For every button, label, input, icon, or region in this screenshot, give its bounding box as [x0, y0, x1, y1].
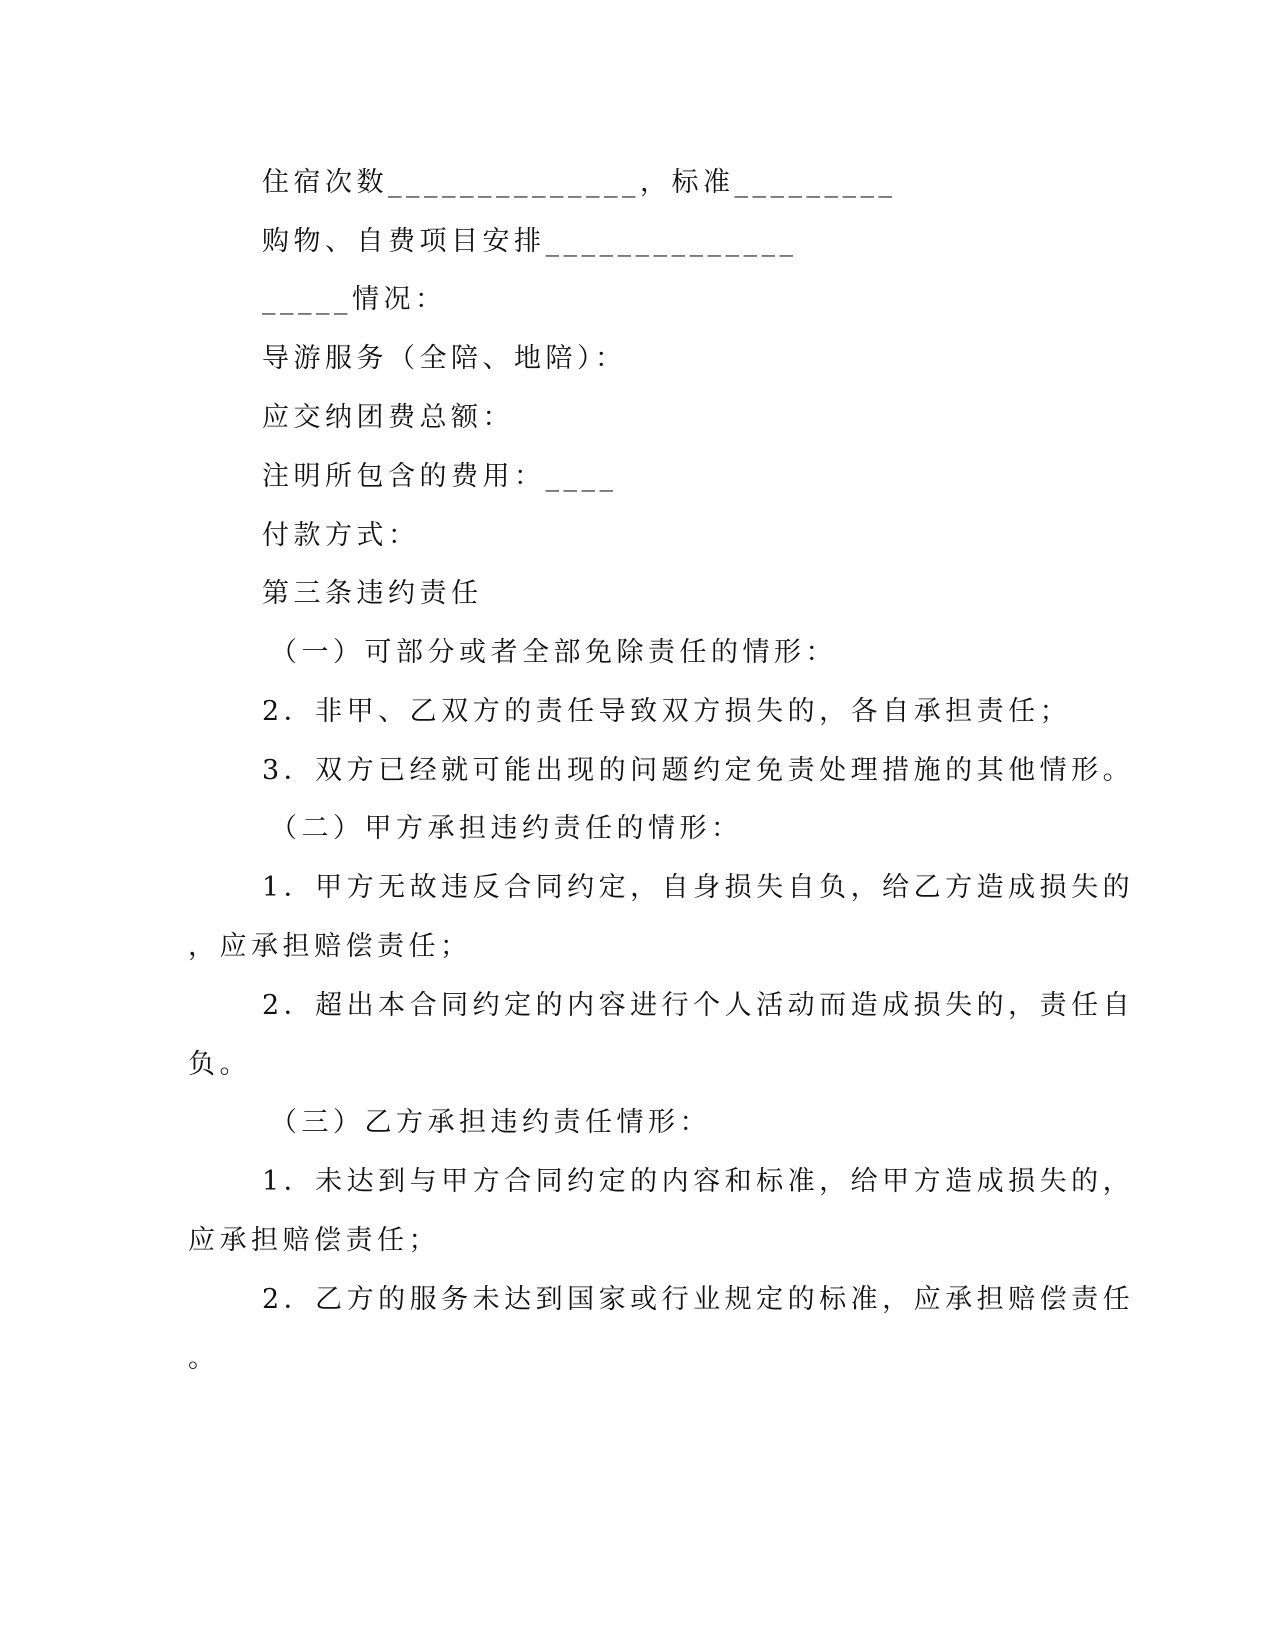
text-line-shopping: 购物、自费项目安排______________ — [262, 226, 798, 257]
text-line-included-fees: 注明所包含的费用：____ — [262, 461, 618, 492]
subsection-heading-3: （三）乙方承担违约责任情形： — [270, 1107, 711, 1138]
text-line-clause-2-1-cont: ，应承担赔偿责任； — [188, 931, 472, 962]
text-line-clause-1-2: 2．非甲、乙双方的责任导致双方损失的，各自承担责任； — [262, 696, 1072, 727]
text-line-clause-3-2-cont: 。 — [188, 1343, 220, 1374]
text-line-clause-3-2: 2．乙方的服务未达到国家或行业规定的标准，应承担赔偿责任 — [262, 1284, 1135, 1315]
text-line-situation: _____情况： — [262, 284, 447, 315]
text-line-total-fee: 应交纳团费总额： — [262, 402, 514, 433]
subsection-heading-2: （二）甲方承担违约责任的情形： — [270, 813, 743, 844]
section-heading-article-3: 第三条违约责任 — [262, 578, 483, 609]
text-line-clause-3-1-cont: 应承担赔偿责任； — [188, 1225, 440, 1256]
text-line-clause-1-3: 3．双方已经就可能出现的问题约定免责处理措施的其他情形。 — [262, 755, 1135, 786]
text-line-accommodation: 住宿次数______________，标准_________ — [262, 167, 897, 198]
text-line-payment-method: 付款方式： — [262, 520, 420, 551]
text-line-guide-service: 导游服务（全陪、地陪）： — [262, 343, 627, 374]
text-line-clause-2-2-cont: 负。 — [188, 1049, 251, 1080]
text-line-clause-2-1: 1．甲方无故违反合同约定，自身损失自负，给乙方造成损失的 — [262, 872, 1135, 903]
text-line-clause-3-1: 1．未达到与甲方合同约定的内容和标准，给甲方造成损失的， — [262, 1166, 1135, 1197]
text-line-clause-2-2: 2．超出本合同约定的内容进行个人活动而造成损失的，责任自 — [262, 990, 1135, 1021]
subsection-heading-1: （一）可部分或者全部免除责任的情形： — [270, 637, 837, 668]
